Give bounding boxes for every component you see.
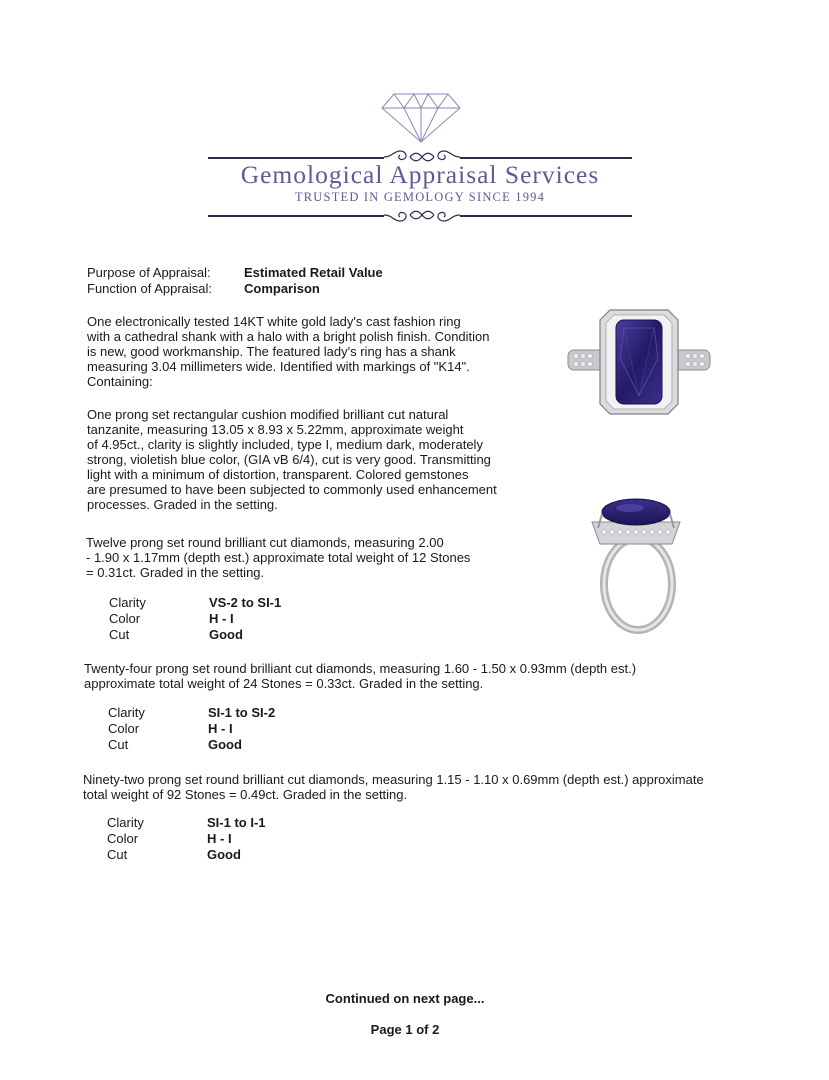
header-rule-top-right bbox=[460, 157, 632, 159]
diamond-logo-icon bbox=[380, 92, 462, 144]
grade-label: Cut bbox=[108, 737, 129, 752]
brand-title: Gemological Appraisal Services bbox=[240, 160, 600, 189]
center-stone-description: One prong set rectangular cushion modified brilliant cut natural tanzanite, measuring 13.05 x 8.93 x 5.22mm, approximate weight of 4.95ct., clarity is slightly included, type I, medium dark, moderately strong, violetish blue color, (GIA vB 6/4), cut is very good. Transmitting light with a minimum of distortion, transparent. Colored gemstones are presumed to have been subjected to commonly used enhancement processes. Graded in the setting. bbox=[87, 407, 497, 512]
purpose-label: Purpose of Appraisal: bbox=[87, 265, 211, 280]
header-rule-bottom-left bbox=[208, 215, 384, 217]
grade-value: Good bbox=[209, 627, 243, 642]
purpose-block bbox=[87, 265, 383, 297]
grade-value: VS-2 to SI-1 bbox=[209, 595, 282, 610]
header-rule-top-left bbox=[208, 157, 384, 159]
header-rule-bottom-right bbox=[460, 215, 632, 217]
grade-label: Color bbox=[109, 611, 141, 626]
page-number: Page 1 of 2 bbox=[370, 1022, 440, 1037]
continued-note: Continued on next page... bbox=[325, 991, 485, 1006]
diamond-group-1-text: Twelve prong set round brilliant cut diamonds, measuring 2.00 - 1.90 x 1.17mm (depth est.) approximate total weight of 12 Stones = 0.31ct. Graded in the setting. bbox=[86, 535, 471, 580]
grade-label: Clarity bbox=[108, 705, 145, 720]
grade-value: H - I bbox=[208, 721, 233, 736]
ring-top-view-image bbox=[566, 308, 712, 416]
diamond-group-1-grades bbox=[109, 595, 281, 643]
diamond-group-2-grades bbox=[108, 705, 275, 753]
purpose-value: Estimated Retail Value bbox=[244, 265, 383, 280]
diamond-group-2-text: Twenty-four prong set round brilliant cut diamonds, measuring 1.60 - 1.50 x 0.93mm (depth est.) approximate total weight of 24 Stones = 0.33ct. Graded in the setting. bbox=[84, 661, 637, 691]
diamond-group-3-text: Ninety-two prong set round brilliant cut diamonds, measuring 1.15 - 1.10 x 0.69mm (depth est.) approximate total weight of 92 Stones = 0.49ct. Graded in the setting. bbox=[83, 772, 704, 802]
grade-label: Cut bbox=[107, 847, 128, 862]
scroll-ornament-icon bbox=[382, 207, 462, 223]
grade-value: Good bbox=[208, 737, 242, 752]
function-label: Function of Appraisal: bbox=[87, 281, 213, 296]
diamond-group-3-grades bbox=[107, 815, 266, 863]
grade-value: SI-1 to I-1 bbox=[207, 815, 266, 830]
grade-value: H - I bbox=[209, 611, 234, 626]
grade-label: Color bbox=[108, 721, 140, 736]
ring-description: One electronically tested 14KT white gold lady's cast fashion ring with a cathedral shank with a halo with a bright polish finish. Condition is new, good workmanship. The featured lady's ring has a shank measuring 3.04 millimeters wide. Identified with markings of "K14". Containing: bbox=[87, 314, 490, 389]
ring-side-view-image bbox=[584, 492, 684, 634]
grade-value: Good bbox=[207, 847, 241, 862]
grade-label: Clarity bbox=[109, 595, 146, 610]
brand-subtitle: TRUSTED IN GEMOLOGY SINCE 1994 bbox=[294, 190, 546, 204]
grade-value: SI-1 to SI-2 bbox=[208, 705, 276, 720]
grade-label: Color bbox=[107, 831, 139, 846]
grade-label: Clarity bbox=[107, 815, 144, 830]
function-value: Comparison bbox=[244, 281, 320, 296]
grade-value: H - I bbox=[207, 831, 232, 846]
grade-label: Cut bbox=[109, 627, 130, 642]
